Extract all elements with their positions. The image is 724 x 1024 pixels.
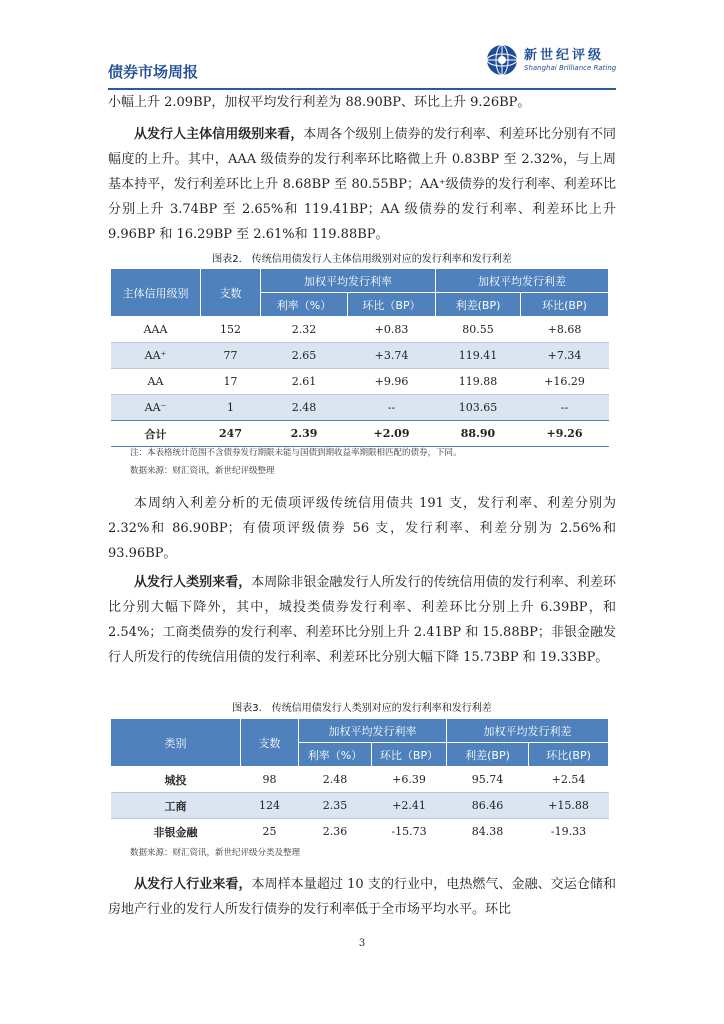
cell-spread-change: -19.33 [529,819,609,845]
cell-rate: 2.48 [299,767,372,793]
header-group-rate: 加权平均发行利率 [261,269,436,293]
cell-rate-change: +0.83 [348,317,436,343]
header-spread: 利差(BP) [447,743,529,767]
table2-caption-number: 图表2. [212,254,242,265]
cell-spread: 103.65 [436,395,521,421]
table3-caption-title: 传统信用债发行人类别对应的发行利率和发行利差 [271,703,492,714]
header-rate-change: 环比（BP） [348,293,436,317]
cell-category: 城投 [111,767,241,793]
cell-spread-change: +2.54 [529,767,609,793]
cell-rate: 2.61 [261,369,348,395]
cell-spread: 88.90 [436,421,521,447]
table-issuer-type [110,718,609,845]
cell-grade: AA⁺ [111,343,201,369]
table3-source: 数据来源：财汇资讯，新世纪评级分类及整理 [130,848,301,858]
header-rate: 利率（%） [261,293,348,317]
cell-count: 17 [201,369,261,395]
cell-rate: 2.35 [299,793,372,819]
table2-caption-title: 传统信用债发行人主体信用级别对应的发行利率和发行利差 [251,254,512,265]
paragraph-lead: 从发行人类别来看， [134,575,252,590]
cell-spread: 86.46 [447,793,529,819]
paragraph-body: 本周样本量超过 10 支的行业中，电热燃气、金融、交运仓储和房地产行业的发行人所发行债券的发行利率低于全市场平均水平。环比 [108,877,616,917]
table2-source: 数据来源：财汇资讯，新世纪评级整理 [130,466,275,476]
paragraph-lead: 从发行人主体信用级别来看， [134,127,304,142]
table-row [111,819,609,845]
cell-rate-change: +6.39 [372,767,447,793]
cell-spread-change: +9.26 [521,421,609,447]
header-grade: 主体信用级别 [111,269,201,317]
paragraph-lead: 从发行人行业来看， [134,877,252,892]
paragraph-body: 本周除非银金融发行人所发行的传统信用债的发行利率、利差环比分别大幅下降外，其中，城投类债券发行利率、利差环比分别上升 6.39BP，和 2.54%；工商类债券的发行利率、利差环比分别上升 2.41BP 和 15.88BP；非银金融发行人所发行的传统信用债的发行利率、利差环比分别大幅下降 15.73BP 和 19.33BP。 [108,575,616,665]
cell-spread: 80.55 [436,317,521,343]
cell-spread: 119.41 [436,343,521,369]
table2-caption [108,250,616,265]
header-rate-change: 环比（BP） [372,743,447,767]
cell-rate-change: -15.73 [372,819,447,845]
paragraph-credit-grade [108,122,616,247]
cell-spread: 119.88 [436,369,521,395]
logo-english-name: Shanghai Brilliance Rating [524,64,617,72]
cell-count: 152 [201,317,261,343]
table-row [111,343,609,369]
company-logo [486,44,617,80]
cell-spread: 84.38 [447,819,529,845]
header-spread: 利差(BP) [436,293,521,317]
cell-count: 98 [241,767,299,793]
header-group-spread: 加权平均发行利差 [436,269,609,293]
cell-rate-change: +9.96 [348,369,436,395]
paragraph-body: 本周各个级别上债券的发行利率、利差环比分别有不同幅度的上升。其中，AAA 级债券的发行利率环比略微上升 0.83BP 至 2.32%，与上周基本持平，发行利差环比上升 8.68BP 至 80.55BP；AA⁺级债券的发行利率、利差环比分别上升 3.74BP 至 2.65%和 119.41BP；AA 级债券的发行利率、利差环比上升 9.96BP 和 16.29BP 至 2.61%和 119.88BP。 [108,127,616,242]
cell-rate-change: +2.41 [372,793,447,819]
cell-rate: 2.48 [261,395,348,421]
header-rate: 利率（%） [299,743,372,767]
cell-rate-change: +3.74 [348,343,436,369]
cell-count: 25 [241,819,299,845]
cell-grade: AA [111,369,201,395]
page-number: 3 [358,938,366,949]
logo-chinese-name: 新世纪评级 [524,48,605,63]
cell-rate-change: -- [348,395,436,421]
cell-spread: 95.74 [447,767,529,793]
cell-spread-change: +16.29 [521,369,609,395]
table-credit-grade [110,268,609,447]
header-spread-change: 环比(BP) [529,743,609,767]
report-title: 债券市场周报 [108,63,199,81]
header-count: 支数 [241,719,299,767]
cell-rate: 2.39 [261,421,348,447]
cell-spread-change: +15.88 [529,793,609,819]
cell-grade: AA⁻ [111,395,201,421]
table-row [111,317,609,343]
cell-grade: 合计 [111,421,201,447]
table3-caption [108,699,616,714]
page-header [108,38,616,90]
table-total-row [111,421,609,447]
header-spread-change: 环比(BP) [521,293,609,317]
table3-caption-number: 图表3. [232,703,262,714]
cell-rate-change: +2.09 [348,421,436,447]
cell-count: 247 [201,421,261,447]
header-group-spread: 加权平均发行利差 [447,719,609,743]
cell-spread-change: -- [521,395,609,421]
table-row [111,395,609,421]
cell-grade: AAA [111,317,201,343]
table-row [111,369,609,395]
cell-category: 非银金融 [111,819,241,845]
table-row [111,793,609,819]
globe-emblem-icon [486,44,518,76]
cell-spread-change: +8.68 [521,317,609,343]
paragraph-bond-count: 本周纳入利差分析的无债项评级传统信用债共 191 支，发行利率、利差分别为 2.32%和 86.90BP；有债项评级债券 56 支，发行利率、利差分别为 2.56%和 93.96BP。 [108,496,616,561]
table-row [111,767,609,793]
paragraph-issuer-type [108,570,616,670]
paragraph-continuation: 小幅上升 2.09BP，加权平均发行利差为 88.90BP、环比上升 9.26BP。 [108,95,531,110]
cell-rate: 2.36 [299,819,372,845]
cell-count: 77 [201,343,261,369]
table2-note: 注：本表格统计范围不含债券发行期限未能与国债到期收益率期限相匹配的债券，下同。 [130,448,462,458]
cell-category: 工商 [111,793,241,819]
header-count: 支数 [201,269,261,317]
paragraph-industry [108,872,616,922]
cell-rate: 2.32 [261,317,348,343]
cell-rate: 2.65 [261,343,348,369]
cell-spread-change: +7.34 [521,343,609,369]
cell-count: 124 [241,793,299,819]
header-category: 类别 [111,719,241,767]
header-group-rate: 加权平均发行利率 [299,719,447,743]
cell-count: 1 [201,395,261,421]
